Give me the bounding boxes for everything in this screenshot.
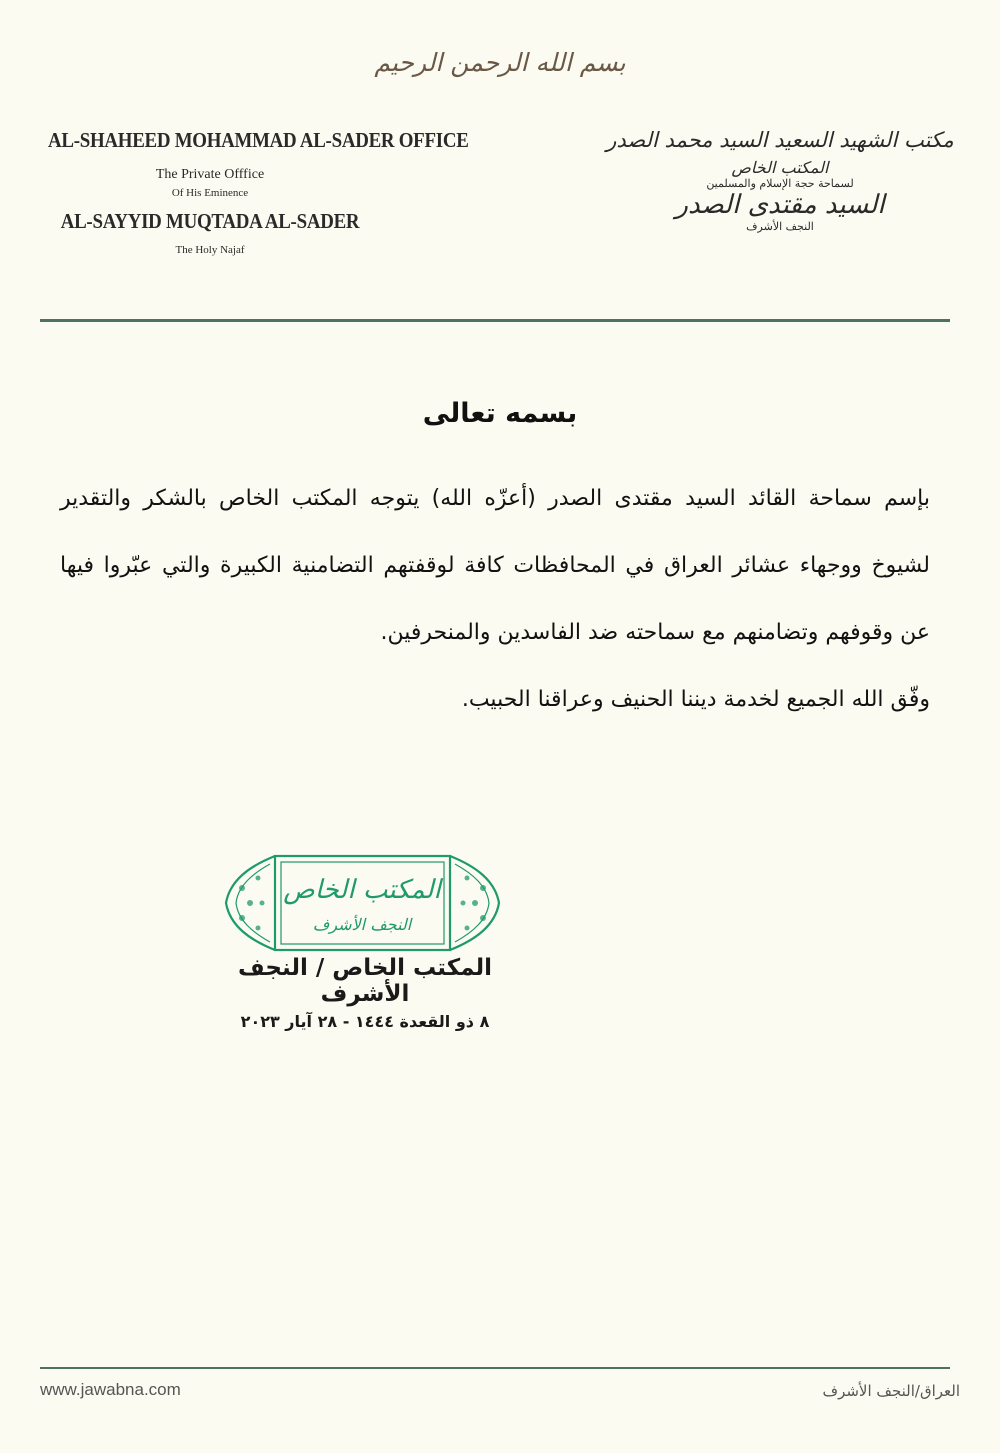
english-office-name: AL-SHAHEED MOHAMMAD AL-SADER OFFICE: [48, 128, 469, 152]
footer-divider: [40, 1367, 950, 1369]
english-letterhead: [30, 128, 469, 256]
letter-paragraph: وفّق الله الجميع لخدمة ديننا الحنيف وعراقنا الحبيب.: [461, 687, 930, 712]
header-divider: [40, 319, 950, 322]
letter-paragraph: بإسم سماحة القائد السيد مقتدى الصدر (أعزّه الله) يتوجه المكتب الخاص بالشكر والتقدير لشيوخ ووجهاء عشائر العراق في المحافظات كافة لوقفتهم التضامنية الكبيرة والتي عبّروا فيها عن وقوفهم وتضامنهم مع سماحته ضد الفاسدين والمنحرفين.: [60, 486, 930, 645]
arabic-private-office: المكتب الخاص: [731, 158, 829, 177]
signature-office: المكتب الخاص / النجف الأشرف: [237, 955, 493, 1007]
english-sayyid-name: AL-SAYYID MUQTADA AL-SADER: [60, 209, 360, 233]
basmala-calligraphy: بسم الله الرحمن الرحيم: [374, 48, 626, 77]
arabic-office-name: مكتب الشهيد السعيد السيد محمد الصدر: [606, 128, 954, 152]
stamp-line1: المكتب الخاص: [283, 875, 441, 905]
footer-location: العراق/النجف الأشرف: [822, 1382, 960, 1400]
english-of-his-eminence: Of His Eminence: [171, 187, 249, 199]
english-private-office: The Private Offfice: [155, 167, 265, 182]
office-stamp: [220, 848, 505, 958]
english-location: The Holy Najaf: [175, 244, 245, 256]
stamp-line2: النجف الأشرف: [312, 915, 412, 934]
arabic-of-his-eminence: لسماحة حجة الإسلام والمسلمين: [706, 177, 854, 190]
letter-title: بسمه تعالى: [422, 398, 578, 429]
arabic-letterhead: [600, 128, 960, 233]
letter-body: [60, 465, 930, 733]
arabic-location: النجف الأشرف: [746, 220, 814, 233]
arabic-sayyid-name: السيد مقتدى الصدر: [675, 190, 885, 220]
footer-website: www.jawabna.com: [40, 1380, 181, 1399]
signature-date: ٨ ذو القعدة ١٤٤٤ - ٢٨ آيار ٢٠٢٣: [240, 1012, 490, 1031]
